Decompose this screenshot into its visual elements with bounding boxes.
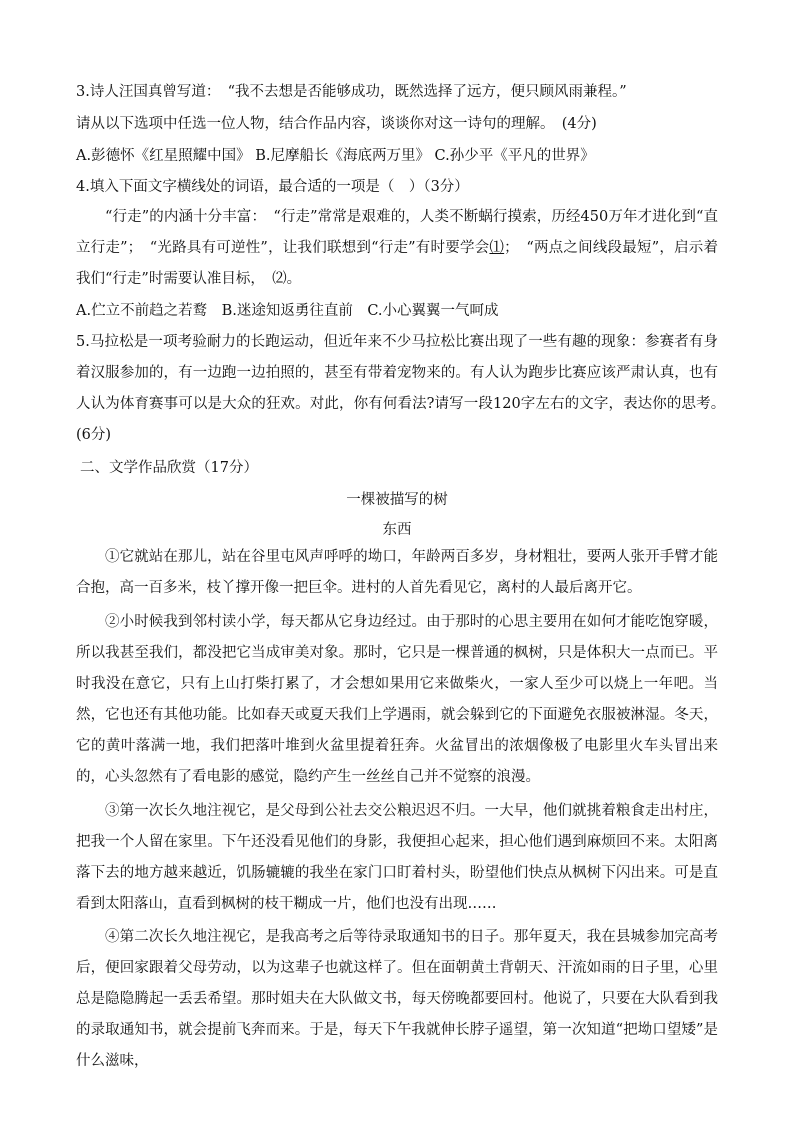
q4-passage-part1: “行走”的内涵十分丰富： “行走”常常是艰难的，人类不断蜗行摸索，历经450万年才进化到“直立行走”； “光路具有可逆性”，让我们联想到“行走”有时要学会 bbox=[76, 209, 718, 256]
q3-options: A.彭德怀《红星照耀中国》 B.尼摩船长《海底两万里》 C.孙少平《平凡的世界》 bbox=[76, 148, 595, 164]
article-title: 一棵被描写的树 bbox=[346, 492, 448, 508]
q4-passage-part2: ； “两点之间线段最短”，启示着我们“行走”时需要认准目标， ⑵。 bbox=[76, 240, 719, 287]
article-paragraph-1: ①它就站在那儿，站在谷里屯风声呼呼的坳口，年龄两百多岁，身材粗壮，要两人张开手臂才能合抱，高一百多米，枝丫撑开像一把巨伞。进村的人首先看见它，离村的人最后离开它。 bbox=[76, 549, 718, 596]
q3-line2: 请从以下选项中任选一位人物，结合作品内容，谈谈你对这一诗句的理解。 (4分) bbox=[76, 116, 597, 132]
q5-text: 5.马拉松是一项考验耐力的长跑运动，但近年来不少马拉松比赛出现了一些有趣的现象：参赛者有身着汉服参加的，有一边跑一边拍照的，甚至有带着宠物来的。有人认为跑步比赛应该严肃认真，也有人认为体育赛事可以是大众的狂欢。对此，你有何看法?请写一段120字左右的文字，表达你的思考。 (6分) bbox=[76, 334, 733, 443]
article-author: 东西 bbox=[382, 522, 412, 538]
section2-heading: 二、文学作品欣赏（17分） bbox=[80, 460, 258, 476]
q4-options: A.伫立不前趋之若鹜 B.迷途知返勇往直前 C.小心翼翼一气呵成 bbox=[76, 303, 499, 319]
q3-line1: 3.诗人汪国真曾写道： “我不去想是否能够成功，既然选择了远方，便只顾风雨兼程。” bbox=[76, 84, 627, 100]
q4-passage bbox=[76, 202, 718, 295]
article-paragraph-3: ③第一次长久地注视它，是父母到公社去交公粮迟迟不归。一大早，他们就挑着粮食走出村庄，把我一个人留在家里。下午还没看见他们的身影，我便担心起来，担心他们遇到麻烦回不来。太阳离落下去的地方越来越近，饥肠辘辘的我坐在家门口盯着村头，盼望他们快点从枫树下闪出来。可是直看到太阳落山，直看到枫树的枝干糊成一片，他们也没有出现…… bbox=[76, 803, 718, 912]
blank-1: ⑴ bbox=[489, 240, 505, 256]
article-paragraph-4: ④第二次长久地注视它，是我高考之后等待录取通知书的日子。那年夏天，我在县城参加完高考后，便回家跟着父母劳动，以为这辈子也就这样了。但在面朝黄土背朝天、汗流如雨的日子里，心里总是隐隐腾起一丢丢希望。那时姐夫在大队做文书，每天傍晚都要回村。他说了，只要在大队看到我的录取通知书，就会提前飞奔而来。于是，每天下午我就伸长脖子遥望，第一次知道“把坳口望矮”是什么滋味， bbox=[76, 929, 718, 1069]
article-paragraph-2: ②小时候我到邻村读小学，每天都从它身边经过。由于那时的心思主要用在如何才能吃饱穿暖，所以我甚至我们，都没把它当成审美对象。那时，它只是一棵普通的枫树，只是体积大一点而已。平时我没在意它，只有上山打柴打累了，才会想如果用它来做柴火，一家人至少可以烧上一年吧。当然，它也还有其他功能。比如春天或夏天我们上学遇雨，就会躲到它的下面避免衣服被淋湿。冬天，它的黄叶落满一地，我们把落叶堆到火盆里提着狂奔。火盆冒出的浓烟像极了电影里火车头冒出来的，心头忽然有了看电影的感觉，隐约产生一丝丝自己并不觉察的浪漫。 bbox=[76, 614, 718, 785]
q4-line1: 4.填入下面文字横线处的词语，最合适的一项是（ ）（3分） bbox=[76, 179, 469, 195]
